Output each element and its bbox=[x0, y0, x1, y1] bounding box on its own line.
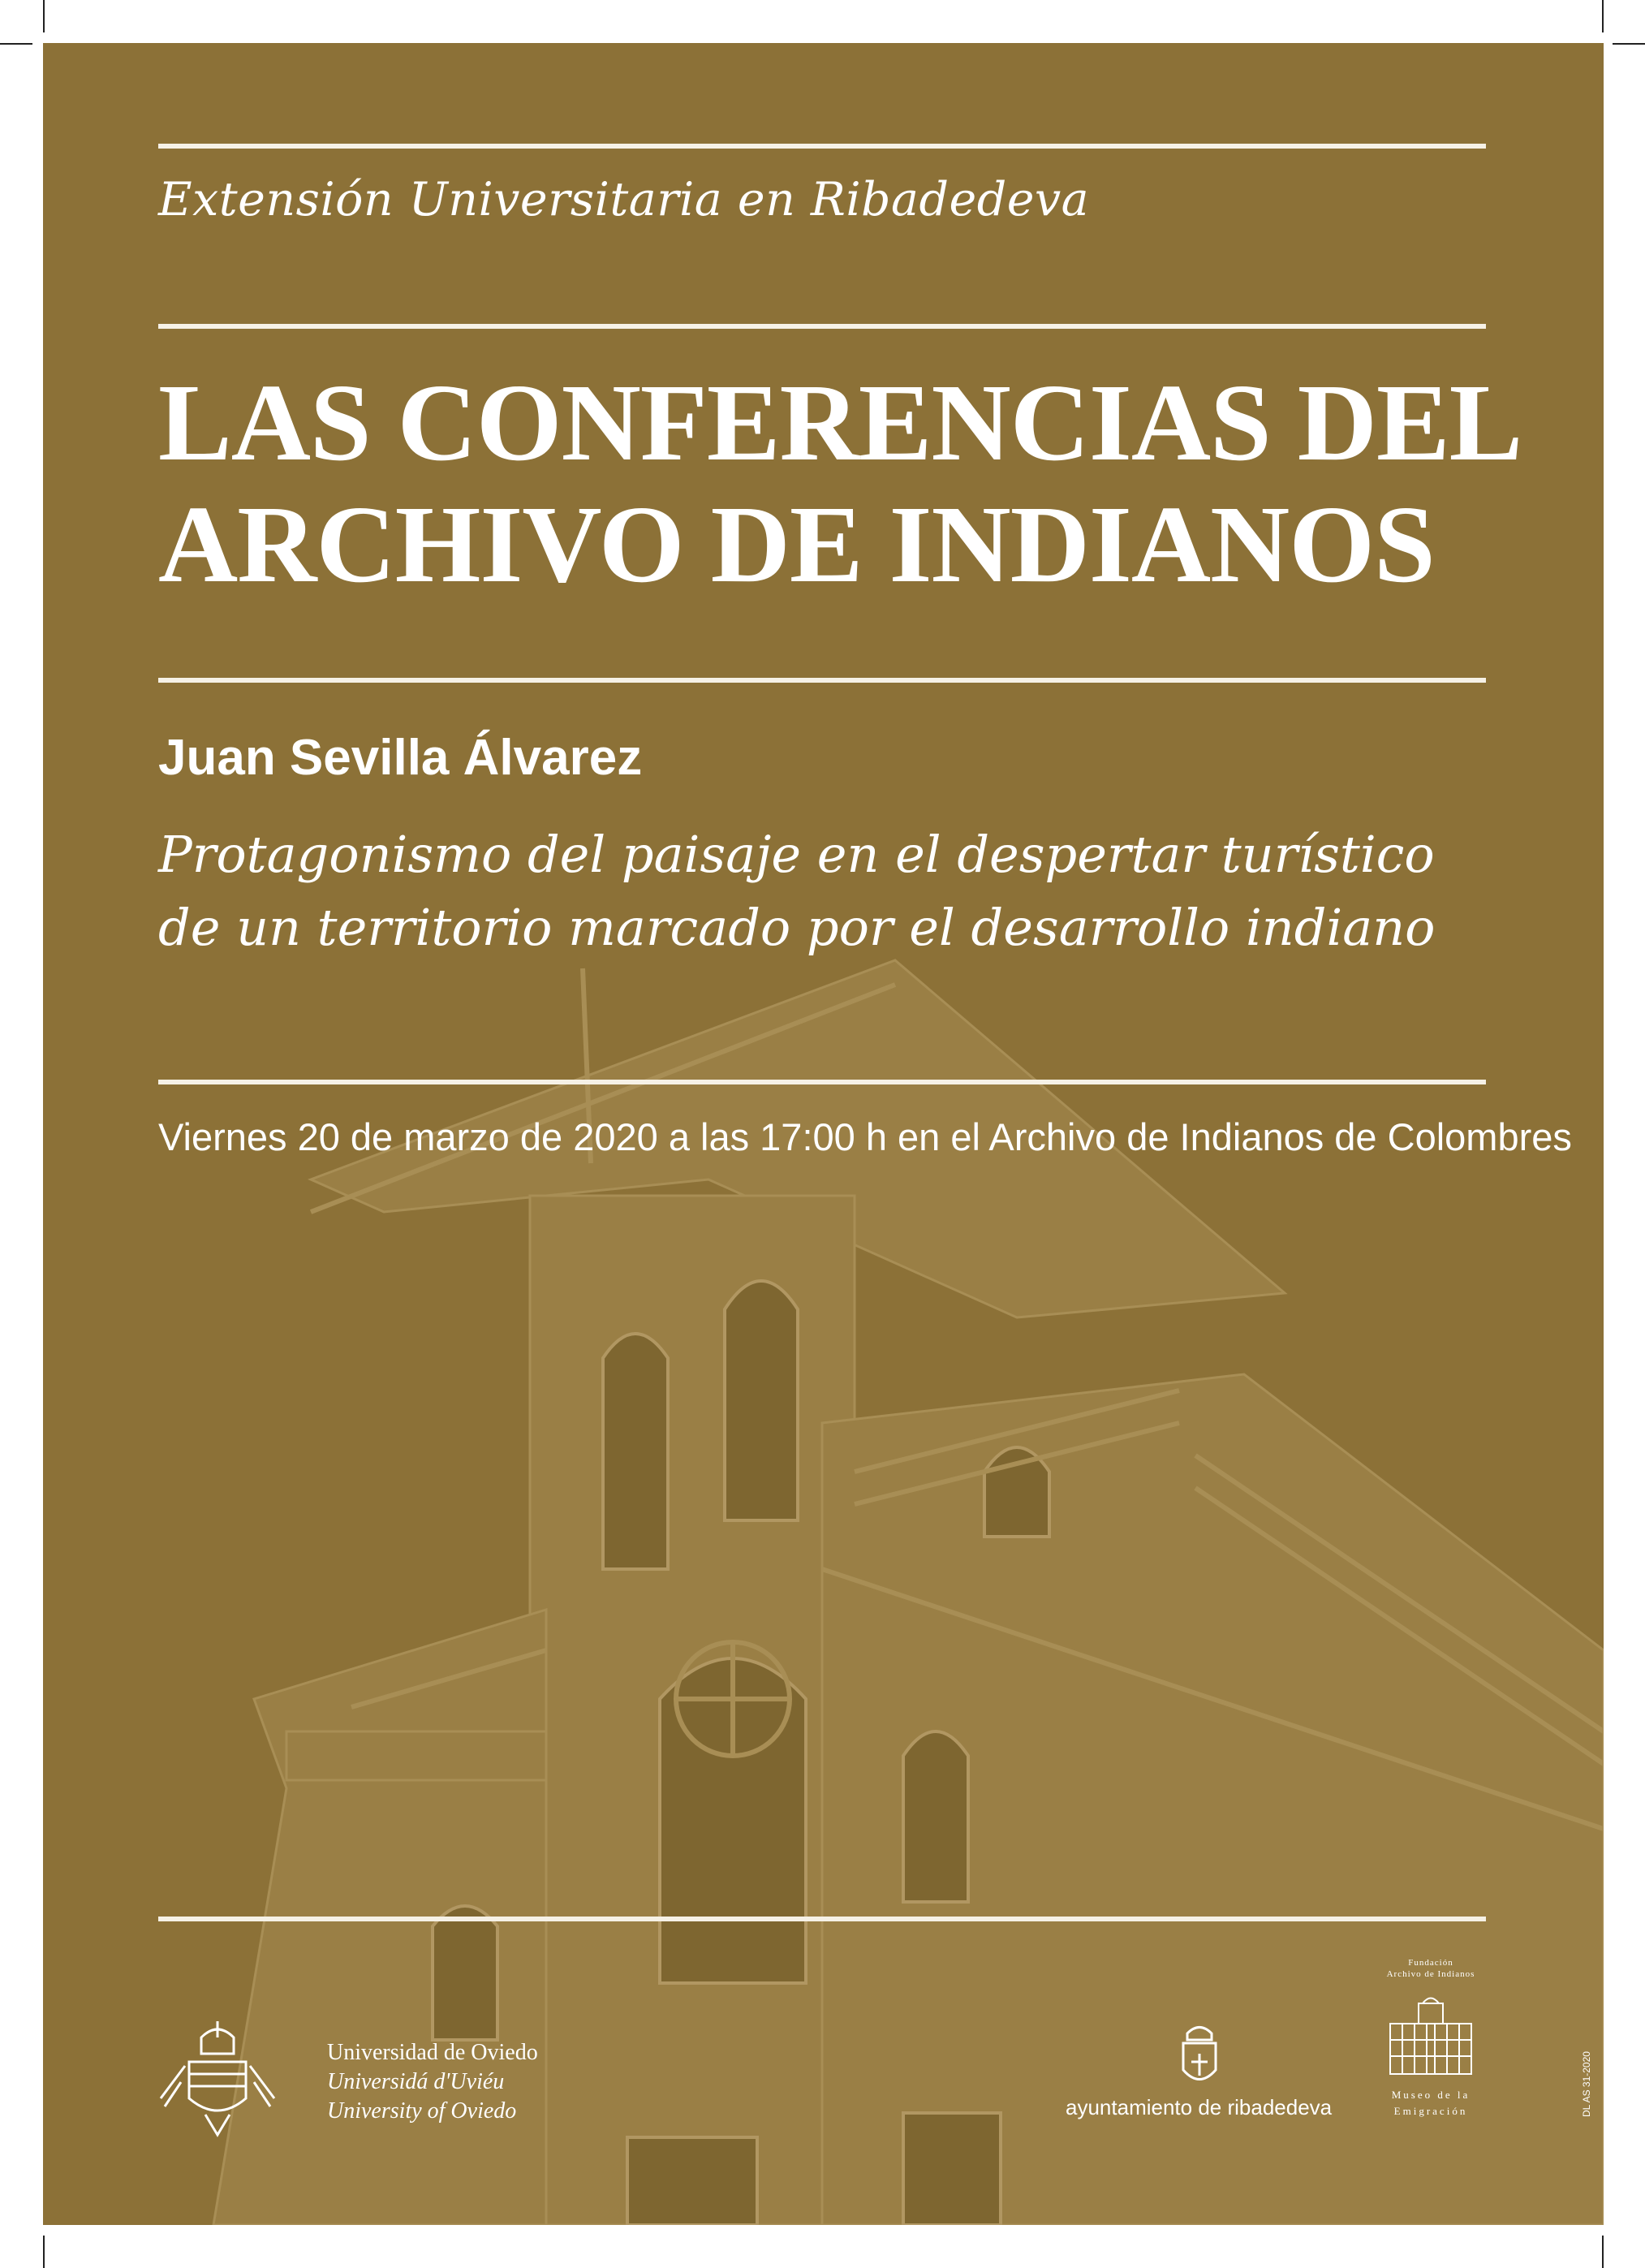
university-name-ast: Universidá d'Uviéu bbox=[327, 2069, 505, 2094]
museo-label bbox=[1366, 2087, 1496, 2119]
crop-mark bbox=[1613, 43, 1645, 45]
museo-label-line-1: Museo de la bbox=[1391, 2089, 1471, 2101]
date-place: Viernes 20 de marzo de 2020 a las 17:00 h en el Archivo de Indianos de Colombres bbox=[158, 1115, 1572, 1158]
page-title bbox=[158, 362, 1522, 606]
divider bbox=[158, 1917, 1486, 1921]
divider bbox=[158, 1080, 1486, 1084]
talk-title-line-2: de un territorio marcado por el desarrollo indiano bbox=[158, 898, 1436, 957]
legal-deposit: DL AS 31-2020 bbox=[1581, 2051, 1592, 2117]
poster bbox=[43, 43, 1604, 2225]
crop-mark bbox=[0, 43, 32, 45]
crop-mark bbox=[43, 2236, 45, 2268]
crop-mark bbox=[1602, 2236, 1604, 2268]
title-line-2: ARCHIVO DE INDIANOS bbox=[158, 484, 1435, 606]
fundacion-label-line-1: Fundación bbox=[1408, 1958, 1453, 1968]
crop-mark bbox=[1602, 0, 1604, 32]
series-subtitle: Extensión Universitaria en Ribadedeva bbox=[158, 173, 1090, 226]
divider bbox=[158, 678, 1486, 683]
talk-title bbox=[158, 818, 1435, 964]
divider bbox=[158, 324, 1486, 329]
university-name-es: Universidad de Oviedo bbox=[327, 2040, 538, 2065]
divider bbox=[158, 144, 1486, 149]
ayuntamiento-name: ayuntamiento de ribadedeva bbox=[1066, 2095, 1333, 2119]
museo-label-line-2: Emigración bbox=[1393, 2105, 1468, 2117]
speaker-name: Juan Sevilla Álvarez bbox=[158, 730, 643, 786]
talk-title-line-1: Protagonismo del paisaje en el despertar turístico bbox=[158, 825, 1435, 884]
university-name-en: University of Oviedo bbox=[327, 2098, 517, 2124]
crop-mark bbox=[43, 0, 45, 32]
municipal-shield-icon bbox=[1175, 2017, 1224, 2090]
university-coat-of-arms-icon bbox=[157, 2017, 278, 2139]
title-line-1: LAS CONFERENCIAS DEL bbox=[158, 362, 1522, 484]
university-name bbox=[327, 2038, 538, 2126]
fundacion-label-line-2: Archivo de Indianos bbox=[1386, 1969, 1475, 1979]
fundacion-label bbox=[1374, 1957, 1488, 1980]
museum-building-icon bbox=[1382, 1991, 1479, 2079]
